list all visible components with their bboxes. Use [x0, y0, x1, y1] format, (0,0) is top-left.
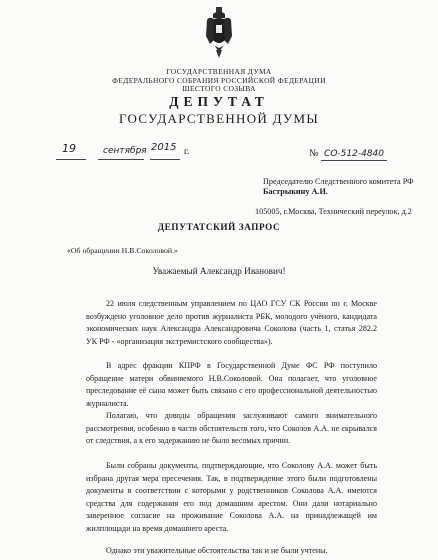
organization-header: [0, 68, 438, 94]
paragraph-3: Полагаю, что доводы обращения заслуживают самого внимательного рассмотрения, особенно в части обстоятельств того, что Соколов А.А. не скрывался от следствия, а к его задержанию не было весомых причин.: [86, 411, 377, 445]
date-year: 2015: [151, 142, 177, 153]
date-month: сентября: [103, 146, 147, 156]
deputy-title: ДЕПУТАТ: [169, 94, 269, 109]
date-day: 19: [62, 142, 76, 155]
out-number-value: СО-512-4840: [324, 149, 384, 159]
day-underline: [56, 159, 86, 160]
org-line-2: ФЕДЕРАЛЬНОГО СОБРАНИЯ РОССИЙСКОЙ ФЕДЕРАЦИИ: [112, 75, 326, 85]
addressee-line-3: 105005, г.Москва, Технический переулок, д.2: [255, 207, 412, 216]
paragraph-1: 22 июля следственным управлением по ЦАО ГСУ СК России по г. Москве возбуждено уголовное дело против журналиста РБК, молодого учёного, кандидата экономических наук Александра Александровича Соколова (часть 1, статья 282.2 УК РФ - «организация экстремистского сообщества»).: [86, 299, 377, 346]
out-number-label: №: [309, 148, 319, 159]
paragraph-5: Однако эти уважительные обстоятельства так и не были учтены.: [106, 546, 328, 555]
paragraph-4: Были собраны документы, подтверждающие, что Соколову А.А. может быть избрана другая мера пресечения. Так, в подтверждение этого были подготовлены документы в соответствии с которыми у родственников Соколова А.А. имеются средства для содержания его под домашним арестом. Они дали нотариально заверенное согласие на проживание Соколова А.А. на принадлежащей им жилплощади на время домашнего ареста.: [86, 461, 377, 533]
year-underline: [150, 159, 180, 160]
addressee-line-2: Бастрыкину А.И.: [263, 187, 328, 196]
paragraph-2: В адрес фракции КПРФ в Государственной Думе ФС РФ поступило обращение матери обвиняемого Н.В.Соколовой. Она полагает, что уголовное преследование её сына может быть связано с его профессиональной деятельностью журналиста.: [86, 361, 377, 408]
coat-of-arms-emblem: [204, 6, 234, 60]
outgoing-number: [309, 148, 384, 159]
out-number-underline: [321, 160, 387, 161]
greeting: Уважаемый Александр Иванович!: [152, 266, 286, 276]
document-title: ДЕПУТАТСКИЙ ЗАПРОС: [157, 222, 281, 232]
org-line-3: ШЕСТОГО СОЗЫВА: [182, 84, 256, 94]
month-underline: [98, 159, 144, 160]
org-line-1: ГОСУДАРСТВЕННАЯ ДУМА: [166, 67, 272, 76]
addressee-line-1: Председателю Следственного комитета РФ: [263, 177, 414, 186]
date-year-suffix: г.: [184, 147, 190, 157]
deputy-subtitle: ГОСУДАРСТВЕННОЙ ДУМЫ: [119, 111, 319, 126]
subject-line: «Об обращении Н.В.Соколовой.»: [67, 246, 178, 255]
